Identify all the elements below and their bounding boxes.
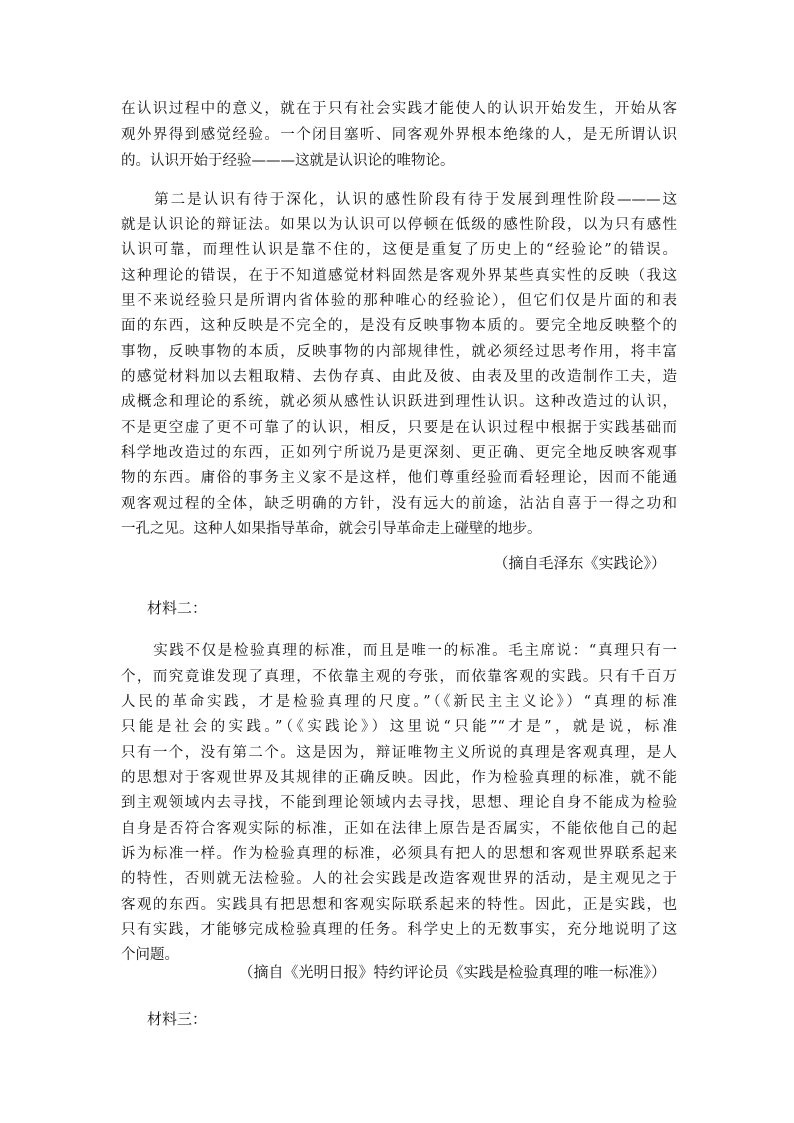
paragraph-line: 第二是认识有待于深化，认识的感性阶段有待于发展到理性阶段———这 [121, 192, 677, 208]
paragraph-line: 的。认识开始于经验———这就是认识论的唯物论。 [121, 153, 455, 169]
paragraph-line: 的思想对于客观世界及其规律的正确反映。因此，作为检验真理的标准，就不能 [121, 770, 677, 786]
section-heading: 材料三： [147, 1010, 208, 1028]
paragraph-line: 就是认识论的辩证法。如果以为认识可以停顿在低级的感性阶段，以为只有感性 [121, 217, 677, 233]
paragraph-line: 的感觉材料加以去粗取精、去伪存真、由此及彼、由表及里的改造制作工夫，造 [121, 369, 677, 385]
paragraph-line: 到主观领域内去寻找，不能到理论领域内去寻找，思想、理论自身不能成为检验 [121, 795, 677, 811]
paragraph-line: 个问题。 [121, 947, 179, 963]
paragraph-line: 只有实践，才能够完成检验真理的任务。科学史上的无数事实，充分地说明了这 [121, 922, 677, 938]
paragraph-line: 事物，反映事物的本质，反映事物的内部规律性，就必须经过思考作用，将丰富 [121, 344, 677, 360]
paragraph-line: 实践不仅是检验真理的标准，而且是唯一的标准。毛主席说：“真理只有一 [121, 643, 677, 659]
paragraph-line: 面的东西，这种反映是不完全的，是没有反映事物本质的。要完全地反映整个的 [121, 318, 677, 334]
paragraph-line: 在认识过程中的意义，就在于只有社会实践才能使人的认识开始发生，开始从客 [121, 101, 677, 117]
paragraph-line: 这种理论的错误，在于不知道感觉材料固然是客观外界某些真实性的反映（我这 [121, 268, 677, 284]
paragraph-line: 个，而究竟谁发现了真理，不依靠主观的夸张，而依靠客观的实践。只有千百万 [121, 669, 677, 685]
paragraph-line: 里不来说经验只是所谓内省体验的那种唯心的经验论），但它们仅是片面的和表 [121, 293, 677, 309]
paragraph-line: 观客观过程的全体，缺乏明确的方针，没有远大的前途，沾沾自喜于一得之功和 [121, 496, 677, 512]
paragraph-line: 自身是否符合客观实际的标准，正如在法律上原告是否属实，不能依他自己的起 [121, 821, 677, 837]
source-attribution: （摘自《光明日报》特约评论员《实践是检验真理的唯一标准》） [238, 963, 666, 981]
paragraph-line: 认识可靠，而理性认识是靠不住的，这便是重复了历史上的“经验论”的错误。 [121, 242, 677, 258]
section-heading: 材料二： [147, 599, 208, 617]
paragraph-line: 人民的革命实践，才是检验真理的尺度。”（《新民主主义论》）“真理的标准 [121, 694, 677, 710]
paragraph-line: 客观的东西。实践具有把思想和客观实际联系起来的特性。因此，正是实践，也 [121, 897, 677, 913]
paragraph-line: 物的东西。庸俗的事务主义家不是这样，他们尊重经验而看轻理论，因而不能通 [121, 470, 677, 486]
paragraph-line: 一孔之见。这种人如果指导革命，就会引导革命走上碰壁的地步。 [121, 521, 542, 537]
paragraph-line: 科学地改造过的东西，正如列宁所说乃是更深刻、更正确、更完全地反映客观事 [121, 445, 677, 461]
paragraph-line: 的特性，否则就无法检验。人的社会实践是改造客观世界的活动，是主观见之于 [121, 871, 677, 887]
paragraph-line: 只能是社会的实践。”（《实践论》）这里说“只能”“才是”，就是说，标准 [121, 719, 677, 735]
paragraph-line: 只有一个，没有第二个。这是因为，辩证唯物主义所说的真理是客观真理，是人 [121, 745, 677, 761]
paragraph-line: 观外界得到感觉经验。一个闭目塞听、同客观外界根本绝缘的人，是无所谓认识 [121, 127, 677, 143]
paragraph-line: 成概念和理论的系统，就必须从感性认识跃进到理性认识。这种改造过的认识， [121, 394, 677, 410]
paragraph-line: 诉为标准一样。作为检验真理的标准，必须具有把人的思想和客观世界联系起来 [121, 846, 677, 862]
paragraph-line: 不是更空虚了更不可靠了的认识，相反，只要是在认识过程中根据于实践基础而 [121, 420, 677, 436]
source-attribution: （摘自毛泽东《实践论》） [493, 554, 666, 572]
